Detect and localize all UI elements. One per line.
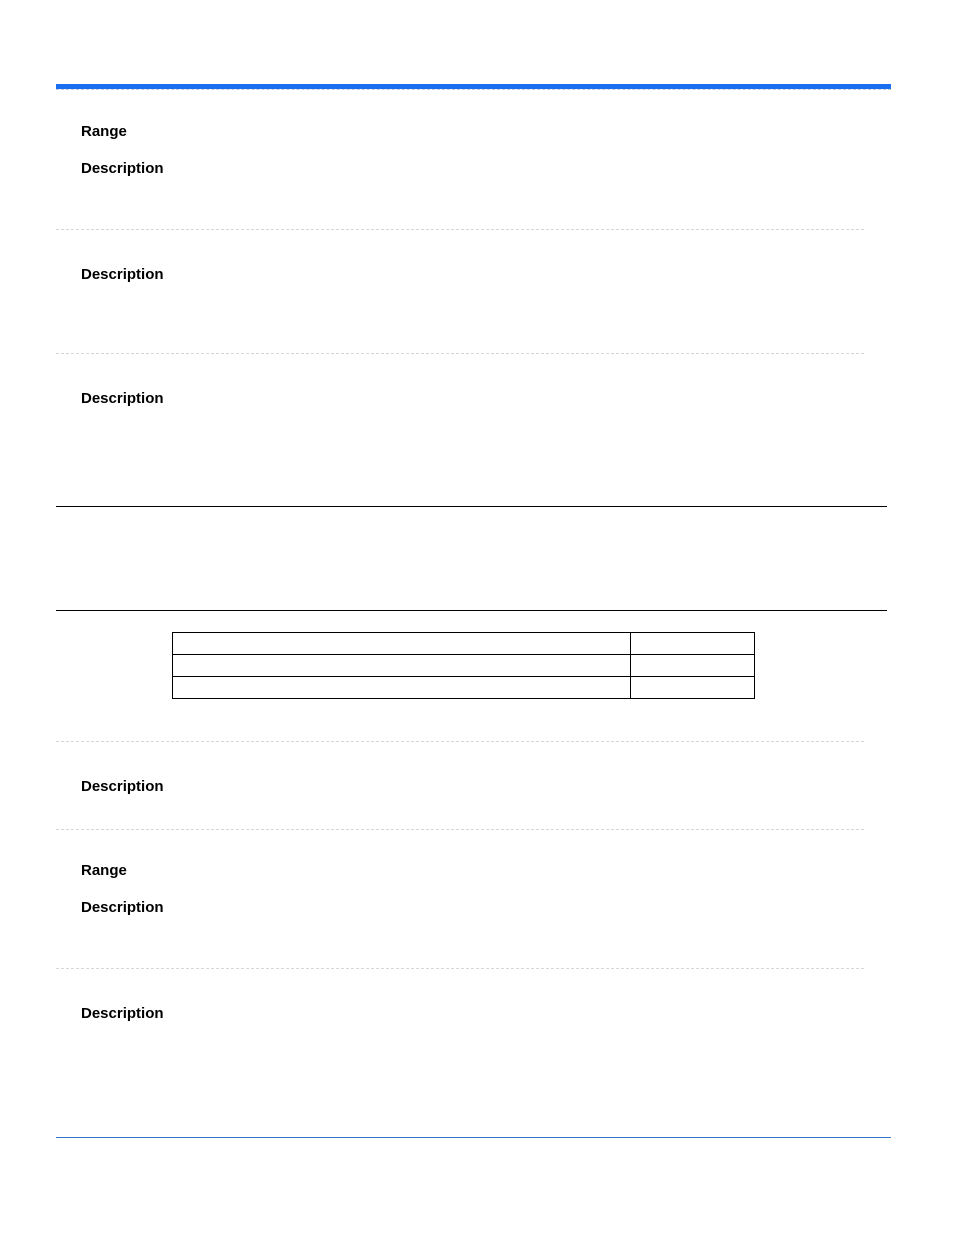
table-cell [631, 633, 755, 655]
footer-rule [56, 1137, 891, 1138]
table-cell [631, 655, 755, 677]
heading-rule-top [56, 506, 887, 507]
heading-rule-bottom [56, 610, 887, 611]
section-divider [56, 229, 864, 230]
description-label: Description [81, 778, 164, 795]
table-cell [173, 655, 631, 677]
section-divider [56, 741, 864, 742]
data-table [172, 632, 755, 699]
section-divider [56, 353, 864, 354]
description-label: Description [81, 160, 164, 177]
table-row [173, 655, 755, 677]
range-label: Range [81, 123, 127, 140]
description-label: Description [81, 390, 164, 407]
description-label: Description [81, 1005, 164, 1022]
table-cell [173, 677, 631, 699]
range-label: Range [81, 862, 127, 879]
table-cell [173, 633, 631, 655]
description-label: Description [81, 266, 164, 283]
section-divider [56, 829, 864, 830]
header-dashed-rule [56, 89, 891, 90]
table-row [173, 677, 755, 699]
table-cell [631, 677, 755, 699]
section-divider [56, 968, 864, 969]
description-label: Description [81, 899, 164, 916]
table-row [173, 633, 755, 655]
